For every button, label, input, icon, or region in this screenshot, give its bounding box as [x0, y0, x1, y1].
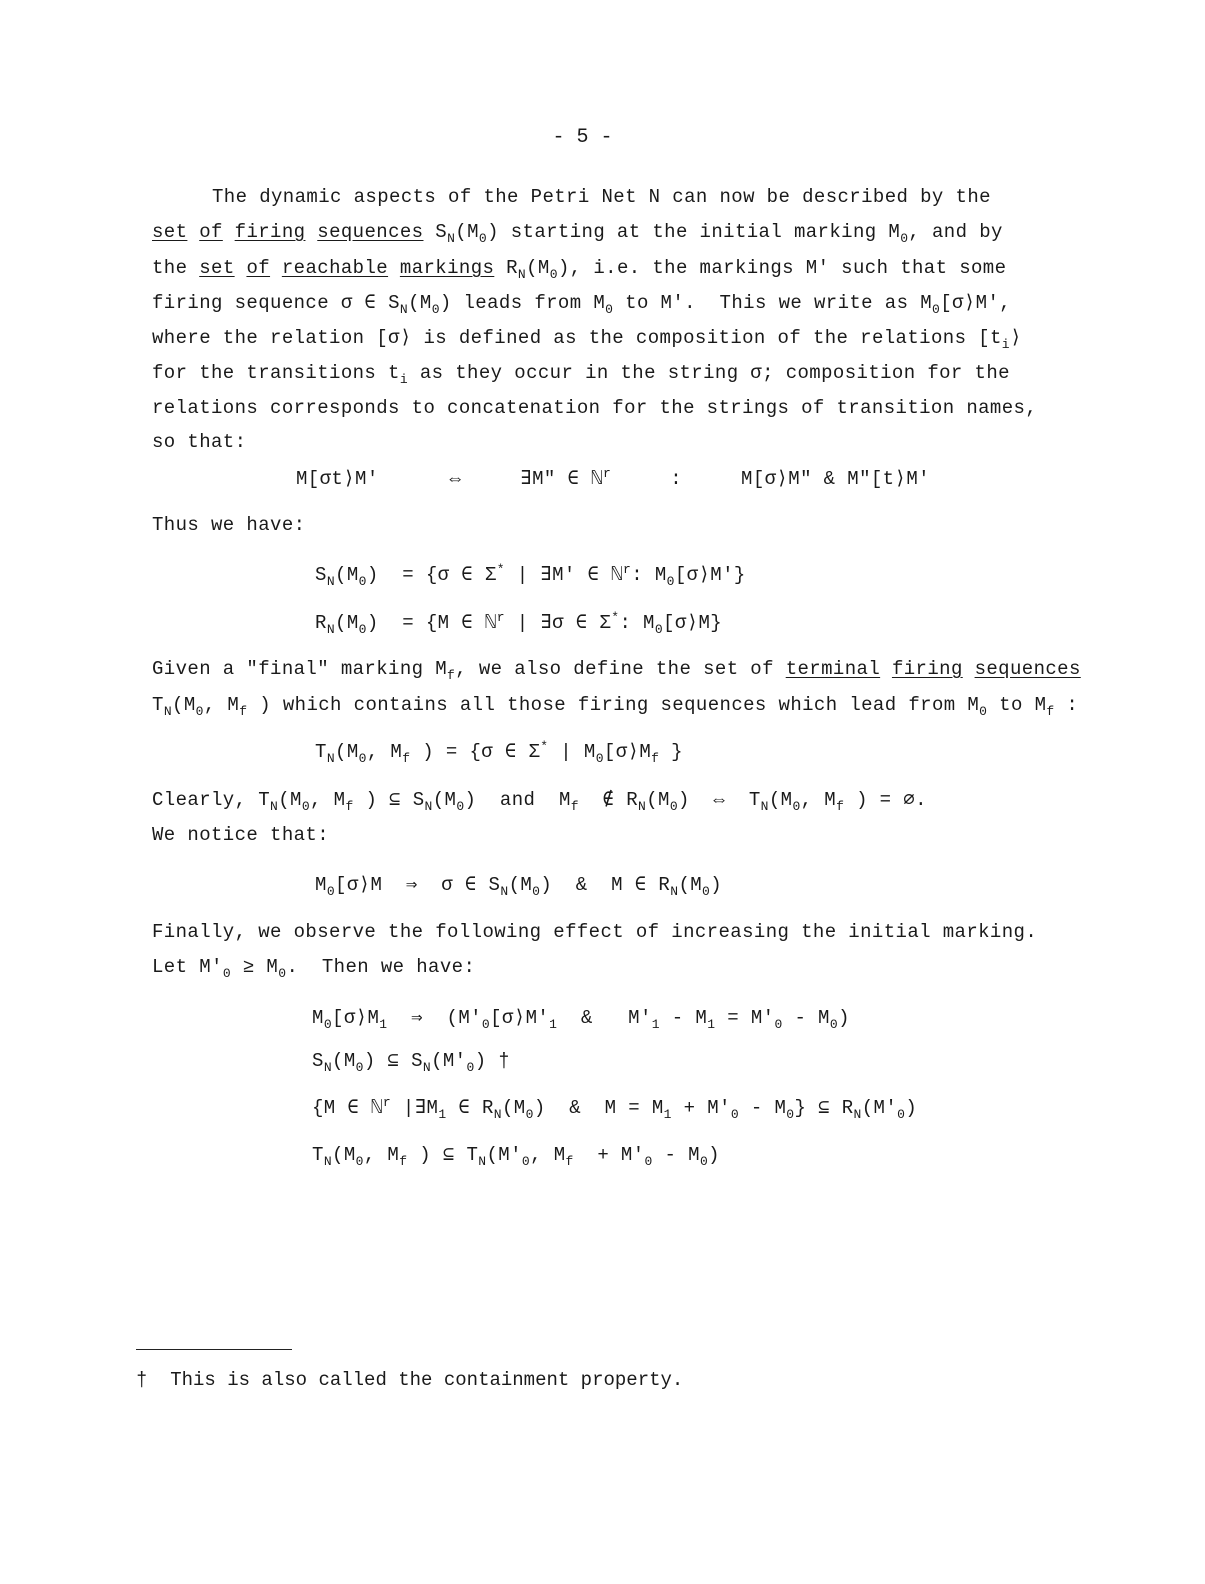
- footnote-text: This is also called the containment property.: [170, 1369, 684, 1391]
- footnote: [136, 1369, 683, 1391]
- formula: $R_N(M_0) = \{M$ ∈ ℕ$^r$ | ∃σ ∈ Σ*: $M_0[\sigma⟩M\}$: [315, 610, 723, 637]
- formula: $M_0[\sigma⟩M_1$ ⇒ ($M'_0[\sigma⟩M'_1$ & $M'_1 - M_1 = M'_0 - M_0$): [312, 1007, 850, 1032]
- formula: $S_N(M_0) = \{\sigma$ ∈ Σ* | ∃M' ∈ ℕ$^r$: $M_0[\sigma⟩M'\}$: [315, 562, 746, 589]
- paragraph-line: relations corresponds to concatenation for the strings of transition names,: [152, 397, 1038, 419]
- paragraph-line: We notice that:: [152, 824, 330, 846]
- formula: $M_0[\sigma⟩M$ ⇒ σ ∈ $S_N(M_0)$ & M ∈ $R_N(M_0)$: [315, 874, 723, 899]
- paragraph-line: Thus we have:: [152, 514, 306, 536]
- page-number: - 5 -: [552, 126, 613, 149]
- formula: $S_N(M_0)$ ⊆ $S_N(M'_0)$ †: [312, 1050, 511, 1075]
- formula: $T_N(M_0$, $M_f$ ) = {σ ∈ Σ* | $M_0[\sigma⟩M_f$ }: [315, 739, 683, 766]
- paragraph-line: Clearly, $T_N(M_0$, $M_f$ ) ⊆ $S_N(M_0)$ and $M_f$ ∉ $R_N(M_0)$ ⇔ $T_N(M_0$, $M_f$ ) = ∅.: [152, 789, 927, 814]
- paragraph-line: the set of reachable markings $R_N(M_0)$, i.e. the markings M' such that some: [152, 257, 1007, 282]
- footnote-mark: †: [136, 1369, 148, 1391]
- formula: {M ∈ ℕ$^r$ $|\exists M_1$ ∈ $R_N(M_0)$ & $M = M_1 + M'_0 - M_0$} ⊆ $R_N(M'_0)$: [312, 1095, 918, 1122]
- formula: M[σt⟩M' ⇔ ∃M" ∈ ℕ$^r$ : M[σ⟩M" & M"[t⟩M': [296, 466, 930, 490]
- paragraph-line: firing sequence σ ∈ $S_N(M_0)$ leads from $M_0$ to M'. This we write as $M_0[\sigma⟩M'$,: [152, 292, 1012, 317]
- paragraph-line: so that:: [152, 431, 247, 453]
- paragraph-line: Let $M'_0 \ge M_0$. Then we have:: [152, 956, 476, 981]
- formula: $T_N(M_0$, $M_f$ ) ⊆ $T_N(M'_0$, $M_f + M'_0 - M_0$): [312, 1144, 720, 1169]
- paragraph-line: where the relation [σ⟩ is defined as the composition of the relations [$t_i⟩$: [152, 327, 1022, 352]
- paragraph-line: The dynamic aspects of the Petri Net N can now be described by the: [212, 186, 991, 208]
- footnote-separator: [136, 1349, 292, 1350]
- paragraph-line: Given a "final" marking $M_f$, we also define the set of terminal firing sequences: [152, 658, 1081, 683]
- paragraph-line: for the transitions $t_i$ as they occur in the string σ; composition for the: [152, 362, 1010, 387]
- paragraph-line: Finally, we observe the following effect of increasing the initial marking.: [152, 921, 1038, 943]
- paragraph-line: set of firing sequences $S_N(M_0)$ starting at the initial marking $M_0$, and by: [152, 221, 1003, 246]
- paragraph-line: $T_N(M_0$, $M_f$ ) which contains all those firing sequences which lead from $M_0$ to $M_f$ :: [152, 694, 1079, 719]
